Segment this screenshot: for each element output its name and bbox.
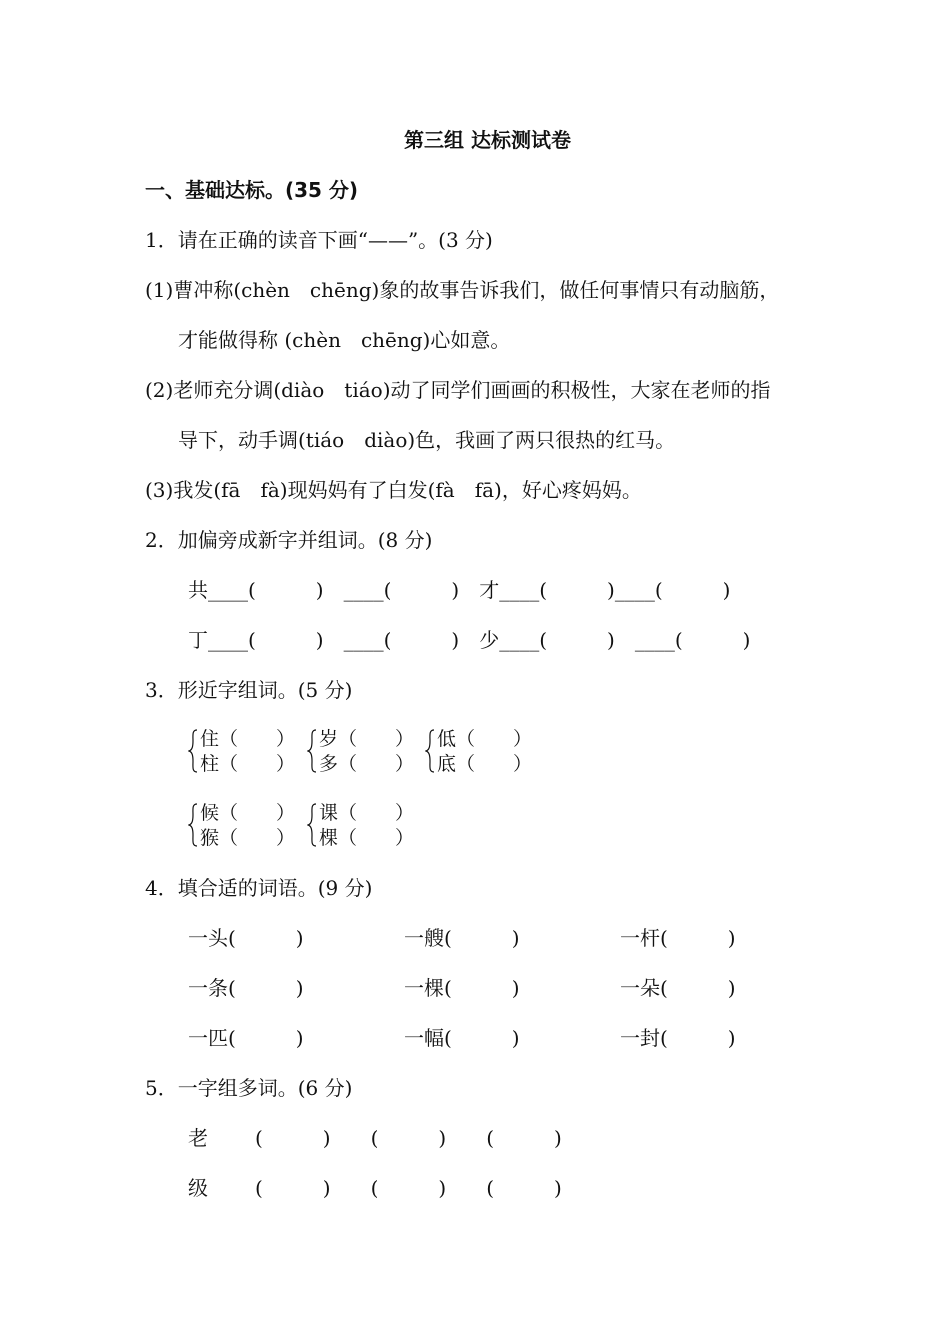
q3-pair xyxy=(188,801,298,851)
q5-blanks: ( ) ( ) ( ) xyxy=(255,1126,562,1150)
brace-icon xyxy=(307,729,317,773)
q5-char: 级 xyxy=(188,1176,208,1200)
q3-pair xyxy=(307,801,417,851)
section-heading: 一、基础达标。(35 分) xyxy=(145,178,359,202)
brace-icon xyxy=(188,803,198,847)
q4-item: 一条( ) xyxy=(188,976,304,1000)
q2-prompt: 2．加偏旁成新字并组词。(8 分) xyxy=(145,528,433,552)
q1-line: (2)老师充分调(diào tiáo)动了同学们画画的积极性，大家在老师的指 xyxy=(145,378,771,402)
q5-char: 老 xyxy=(188,1126,208,1150)
q3-word: 岁（ ） xyxy=(319,728,415,750)
q5-blanks: ( ) ( ) ( ) xyxy=(255,1176,562,1200)
q4-item: 一头( ) xyxy=(188,926,304,950)
brace-icon xyxy=(425,729,435,773)
q3-pair xyxy=(188,727,298,777)
q3-prompt: 3．形近字组词。(5 分) xyxy=(145,678,353,702)
q3-word: 低（ ） xyxy=(437,728,533,750)
q3-word: 柱（ ） xyxy=(200,753,296,775)
q4-item: 一艘( ) xyxy=(404,926,520,950)
q4-item: 一棵( ) xyxy=(404,976,520,1000)
q3-word: 底（ ） xyxy=(437,753,533,775)
q5-prompt: 5．一字组多词。(6 分) xyxy=(145,1076,353,1100)
q3-word: 多（ ） xyxy=(319,753,415,775)
q4-item: 一幅( ) xyxy=(404,1026,520,1050)
brace-icon xyxy=(188,729,198,773)
q3-word: 候（ ） xyxy=(200,802,296,824)
q1-prompt: 1．请在正确的读音下画“——”。(3 分) xyxy=(145,228,493,252)
page-title: 第三组 达标测试卷 xyxy=(404,128,571,152)
q2-row: 共____( ) ____( ) 才____( )____( ) xyxy=(188,578,731,602)
q4-item: 一杆( ) xyxy=(620,926,736,950)
q4-item: 一朵( ) xyxy=(620,976,736,1000)
q3-word: 猴（ ） xyxy=(200,827,296,849)
q4-prompt: 4．填合适的词语。(9 分) xyxy=(145,876,373,900)
brace-icon xyxy=(307,803,317,847)
q1-line: (1)曹冲称(chèn chēng)象的故事告诉我们，做任何事情只有动脑筋， xyxy=(145,278,780,302)
q3-word: 棵（ ） xyxy=(319,827,415,849)
q2-row: 丁____( ) ____( ) 少____( ) ____( ) xyxy=(188,628,751,652)
q1-line: 才能做得称 (chèn chēng)心如意。 xyxy=(178,328,511,352)
q3-pair xyxy=(307,727,417,777)
q3-pair xyxy=(425,727,535,777)
q1-line: 导下，动手调(tiáo diào)色，我画了两只很热的红马。 xyxy=(178,428,676,452)
q4-item: 一匹( ) xyxy=(188,1026,304,1050)
q3-word: 住（ ） xyxy=(200,728,296,750)
q1-line: (3)我发(fā fà)现妈妈有了白发(fà fā)，好心疼妈妈。 xyxy=(145,478,642,502)
q4-item: 一封( ) xyxy=(620,1026,736,1050)
q3-word: 课（ ） xyxy=(319,802,415,824)
